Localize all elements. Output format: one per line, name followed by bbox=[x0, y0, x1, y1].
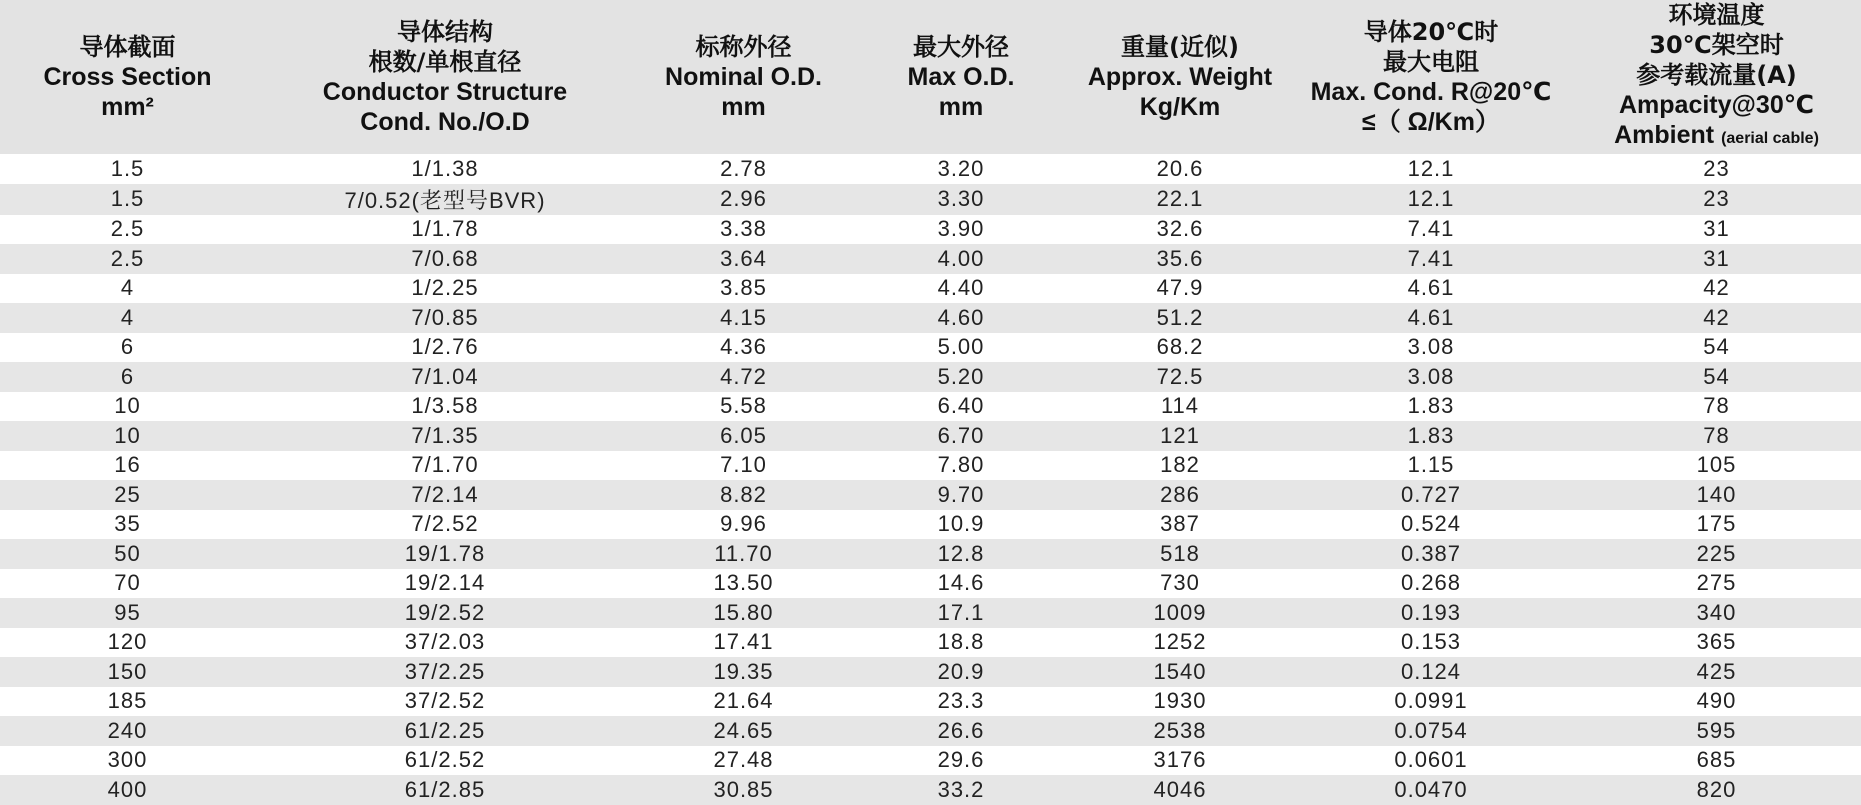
cell-conductor-structure: 7/2.52 bbox=[255, 510, 635, 540]
cell-nominal-od: 27.48 bbox=[635, 746, 852, 776]
cell-approx-weight: 387 bbox=[1070, 510, 1290, 540]
header-line: 导体20℃时 bbox=[1363, 18, 1499, 46]
cell-nominal-od: 30.85 bbox=[635, 775, 852, 805]
cell-nominal-od: 8.82 bbox=[635, 480, 852, 510]
cell-conductor-structure: 1/2.76 bbox=[255, 333, 635, 363]
cell-ampacity: 175 bbox=[1572, 510, 1861, 540]
header-line: 30℃架空时 bbox=[1649, 31, 1784, 59]
cell-nominal-od: 3.64 bbox=[635, 244, 852, 274]
cell-approx-weight: 121 bbox=[1070, 421, 1290, 451]
cell-max-od: 26.6 bbox=[852, 716, 1070, 746]
cell-conductor-structure: 1/2.25 bbox=[255, 274, 635, 304]
header-line: 重量(近似) bbox=[1121, 33, 1239, 61]
table-row bbox=[0, 154, 1861, 184]
table-row bbox=[0, 775, 1861, 805]
cell-ampacity: 42 bbox=[1572, 303, 1861, 333]
cell-max-od: 9.70 bbox=[852, 480, 1070, 510]
cell-conductor-structure: 61/2.52 bbox=[255, 746, 635, 776]
cell-max-resistance: 4.61 bbox=[1290, 303, 1572, 333]
cell-max-od: 6.70 bbox=[852, 421, 1070, 451]
cell-max-resistance: 0.0601 bbox=[1290, 746, 1572, 776]
cell-max-resistance: 12.1 bbox=[1290, 154, 1572, 184]
header-line: mm bbox=[938, 93, 984, 121]
header-line: Kg/Km bbox=[1139, 93, 1221, 121]
cell-nominal-od: 7.10 bbox=[635, 451, 852, 481]
cell-nominal-od: 17.41 bbox=[635, 628, 852, 658]
table-row bbox=[0, 687, 1861, 717]
cell-ampacity: 340 bbox=[1572, 598, 1861, 628]
cell-cross-section: 120 bbox=[0, 628, 255, 658]
header-max-od bbox=[852, 0, 1070, 154]
cell-max-od: 17.1 bbox=[852, 598, 1070, 628]
cell-cross-section: 150 bbox=[0, 657, 255, 687]
cell-nominal-od: 2.96 bbox=[635, 184, 852, 215]
cell-max-resistance: 0.193 bbox=[1290, 598, 1572, 628]
cell-max-od: 20.9 bbox=[852, 657, 1070, 687]
header-conductor-structure bbox=[255, 0, 635, 154]
cell-max-od: 5.20 bbox=[852, 362, 1070, 392]
cell-conductor-structure: 37/2.03 bbox=[255, 628, 635, 658]
cell-ampacity: 78 bbox=[1572, 392, 1861, 422]
cell-max-resistance: 0.124 bbox=[1290, 657, 1572, 687]
cell-max-resistance: 0.0991 bbox=[1290, 687, 1572, 717]
header-line: Nominal O.D. bbox=[665, 63, 822, 91]
cell-max-od: 7.80 bbox=[852, 451, 1070, 481]
cell-conductor-structure: 7/0.52(老型号BVR) bbox=[255, 184, 635, 215]
cell-max-od: 5.00 bbox=[852, 333, 1070, 363]
cell-nominal-od: 15.80 bbox=[635, 598, 852, 628]
cell-ampacity: 365 bbox=[1572, 628, 1861, 658]
header-line: 最大电阻 bbox=[1383, 48, 1479, 76]
cell-ampacity: 54 bbox=[1572, 362, 1861, 392]
cell-cross-section: 240 bbox=[0, 716, 255, 746]
cell-max-od: 4.40 bbox=[852, 274, 1070, 304]
cell-ampacity: 105 bbox=[1572, 451, 1861, 481]
cell-max-resistance: 3.08 bbox=[1290, 333, 1572, 363]
cell-ampacity: 23 bbox=[1572, 184, 1861, 215]
header-line: Conductor Structure bbox=[322, 78, 568, 106]
cell-max-resistance: 0.387 bbox=[1290, 539, 1572, 569]
cell-approx-weight: 1252 bbox=[1070, 628, 1290, 658]
header-line: 导体截面 bbox=[79, 33, 176, 61]
cell-ampacity: 140 bbox=[1572, 480, 1861, 510]
cell-max-od: 12.8 bbox=[852, 539, 1070, 569]
header-line: 标称外径 bbox=[695, 33, 792, 61]
cell-conductor-structure: 37/2.25 bbox=[255, 657, 635, 687]
cell-max-od: 4.00 bbox=[852, 244, 1070, 274]
header-line: mm² bbox=[101, 93, 154, 121]
cell-cross-section: 4 bbox=[0, 274, 255, 304]
cell-cross-section: 400 bbox=[0, 775, 255, 805]
cell-conductor-structure: 19/1.78 bbox=[255, 539, 635, 569]
cell-conductor-structure: 37/2.52 bbox=[255, 687, 635, 717]
cell-approx-weight: 51.2 bbox=[1070, 303, 1290, 333]
cell-cross-section: 70 bbox=[0, 569, 255, 599]
cell-ampacity: 595 bbox=[1572, 716, 1861, 746]
cell-ampacity: 31 bbox=[1572, 244, 1861, 274]
cell-nominal-od: 4.36 bbox=[635, 333, 852, 363]
cell-ampacity: 490 bbox=[1572, 687, 1861, 717]
cell-max-resistance: 1.83 bbox=[1290, 392, 1572, 422]
cell-max-resistance: 0.153 bbox=[1290, 628, 1572, 658]
cell-conductor-structure: 7/1.04 bbox=[255, 362, 635, 392]
header-line: Max. Cond. R@20℃ bbox=[1310, 78, 1552, 106]
cell-approx-weight: 3176 bbox=[1070, 746, 1290, 776]
cell-conductor-structure: 19/2.52 bbox=[255, 598, 635, 628]
header-line: 参考载流量(A) bbox=[1636, 61, 1797, 89]
cell-approx-weight: 32.6 bbox=[1070, 215, 1290, 245]
cell-max-resistance: 0.727 bbox=[1290, 480, 1572, 510]
cell-approx-weight: 47.9 bbox=[1070, 274, 1290, 304]
cell-cross-section: 2.5 bbox=[0, 215, 255, 245]
cell-nominal-od: 9.96 bbox=[635, 510, 852, 540]
cell-ampacity: 54 bbox=[1572, 333, 1861, 363]
cell-cross-section: 16 bbox=[0, 451, 255, 481]
cell-max-resistance: 0.268 bbox=[1290, 569, 1572, 599]
cell-nominal-od: 13.50 bbox=[635, 569, 852, 599]
cell-conductor-structure: 1/3.58 bbox=[255, 392, 635, 422]
cell-nominal-od: 6.05 bbox=[635, 421, 852, 451]
cell-max-od: 3.90 bbox=[852, 215, 1070, 245]
header-aerial-note: (aerial cable) bbox=[1721, 130, 1819, 147]
cell-conductor-structure: 1/1.78 bbox=[255, 215, 635, 245]
table-header bbox=[0, 0, 1861, 154]
cell-ampacity: 23 bbox=[1572, 154, 1861, 184]
cell-approx-weight: 4046 bbox=[1070, 775, 1290, 805]
cell-cross-section: 1.5 bbox=[0, 184, 255, 215]
header-row bbox=[0, 0, 1861, 154]
cell-max-od: 14.6 bbox=[852, 569, 1070, 599]
header-ambient-text: Ambient bbox=[1614, 121, 1715, 149]
table-row bbox=[0, 657, 1861, 687]
cell-ampacity: 31 bbox=[1572, 215, 1861, 245]
cell-ampacity: 42 bbox=[1572, 274, 1861, 304]
cell-conductor-structure: 61/2.25 bbox=[255, 716, 635, 746]
table-row bbox=[0, 569, 1861, 599]
cell-approx-weight: 730 bbox=[1070, 569, 1290, 599]
header-line: Approx. Weight bbox=[1087, 63, 1273, 91]
cell-cross-section: 185 bbox=[0, 687, 255, 717]
cell-max-resistance: 7.41 bbox=[1290, 215, 1572, 245]
cell-ampacity: 225 bbox=[1572, 539, 1861, 569]
cell-approx-weight: 35.6 bbox=[1070, 244, 1290, 274]
header-approx-weight bbox=[1070, 0, 1290, 154]
table-body bbox=[0, 154, 1861, 805]
cell-conductor-structure: 61/2.85 bbox=[255, 775, 635, 805]
cell-cross-section: 2.5 bbox=[0, 244, 255, 274]
table-row bbox=[0, 421, 1861, 451]
cell-cross-section: 95 bbox=[0, 598, 255, 628]
cell-approx-weight: 20.6 bbox=[1070, 154, 1290, 184]
cell-max-resistance: 1.83 bbox=[1290, 421, 1572, 451]
table-row bbox=[0, 628, 1861, 658]
header-line: Max O.D. bbox=[907, 63, 1015, 91]
table-row bbox=[0, 716, 1861, 746]
cell-approx-weight: 182 bbox=[1070, 451, 1290, 481]
cell-max-resistance: 0.0470 bbox=[1290, 775, 1572, 805]
header-line: Ampacity@30℃ bbox=[1619, 91, 1814, 119]
table-row bbox=[0, 362, 1861, 392]
header-line: Cond. No./O.D bbox=[360, 108, 530, 136]
cell-cross-section: 10 bbox=[0, 421, 255, 451]
cell-nominal-od: 21.64 bbox=[635, 687, 852, 717]
cell-max-od: 3.30 bbox=[852, 184, 1070, 215]
cell-conductor-structure: 7/2.14 bbox=[255, 480, 635, 510]
cell-conductor-structure: 7/1.35 bbox=[255, 421, 635, 451]
cell-nominal-od: 5.58 bbox=[635, 392, 852, 422]
cell-approx-weight: 1540 bbox=[1070, 657, 1290, 687]
cell-max-resistance: 12.1 bbox=[1290, 184, 1572, 215]
cell-conductor-structure: 7/1.70 bbox=[255, 451, 635, 481]
cell-max-resistance: 1.15 bbox=[1290, 451, 1572, 481]
table-row bbox=[0, 274, 1861, 304]
header-line: ≤（ Ω/Km） bbox=[1362, 108, 1500, 136]
table-row bbox=[0, 184, 1861, 215]
cell-approx-weight: 286 bbox=[1070, 480, 1290, 510]
cell-conductor-structure: 7/0.85 bbox=[255, 303, 635, 333]
cell-approx-weight: 22.1 bbox=[1070, 184, 1290, 215]
table-row bbox=[0, 539, 1861, 569]
cell-nominal-od: 11.70 bbox=[635, 539, 852, 569]
table-row bbox=[0, 392, 1861, 422]
table-row bbox=[0, 598, 1861, 628]
cell-cross-section: 25 bbox=[0, 480, 255, 510]
cell-max-od: 4.60 bbox=[852, 303, 1070, 333]
table-row bbox=[0, 510, 1861, 540]
cell-max-resistance: 7.41 bbox=[1290, 244, 1572, 274]
header-max-resistance bbox=[1290, 0, 1572, 154]
cell-approx-weight: 518 bbox=[1070, 539, 1290, 569]
cell-max-od: 10.9 bbox=[852, 510, 1070, 540]
header-line: 导体结构 bbox=[397, 18, 493, 46]
cell-nominal-od: 4.72 bbox=[635, 362, 852, 392]
cell-max-od: 29.6 bbox=[852, 746, 1070, 776]
table-row bbox=[0, 244, 1861, 274]
table-row bbox=[0, 303, 1861, 333]
cell-nominal-od: 4.15 bbox=[635, 303, 852, 333]
cell-max-resistance: 0.524 bbox=[1290, 510, 1572, 540]
cell-ampacity: 425 bbox=[1572, 657, 1861, 687]
cell-cross-section: 1.5 bbox=[0, 154, 255, 184]
table-row bbox=[0, 451, 1861, 481]
header-line: Cross Section bbox=[43, 63, 212, 91]
table-row bbox=[0, 480, 1861, 510]
cell-ampacity: 78 bbox=[1572, 421, 1861, 451]
table-row bbox=[0, 746, 1861, 776]
cell-conductor-structure: 19/2.14 bbox=[255, 569, 635, 599]
table-row bbox=[0, 215, 1861, 245]
cell-approx-weight: 2538 bbox=[1070, 716, 1290, 746]
cell-approx-weight: 68.2 bbox=[1070, 333, 1290, 363]
cell-max-od: 23.3 bbox=[852, 687, 1070, 717]
cell-nominal-od: 24.65 bbox=[635, 716, 852, 746]
cell-approx-weight: 114 bbox=[1070, 392, 1290, 422]
cell-max-od: 33.2 bbox=[852, 775, 1070, 805]
cell-cross-section: 35 bbox=[0, 510, 255, 540]
cell-conductor-structure: 1/1.38 bbox=[255, 154, 635, 184]
header-line: 最大外径 bbox=[913, 33, 1009, 61]
cell-cross-section: 6 bbox=[0, 333, 255, 363]
cell-approx-weight: 72.5 bbox=[1070, 362, 1290, 392]
cell-nominal-od: 2.78 bbox=[635, 154, 852, 184]
cell-nominal-od: 3.85 bbox=[635, 274, 852, 304]
cell-cross-section: 50 bbox=[0, 539, 255, 569]
header-cross-section bbox=[0, 0, 255, 154]
cell-nominal-od: 19.35 bbox=[635, 657, 852, 687]
cell-cross-section: 4 bbox=[0, 303, 255, 333]
header-ampacity bbox=[1572, 0, 1861, 154]
cell-cross-section: 6 bbox=[0, 362, 255, 392]
cell-ampacity: 275 bbox=[1572, 569, 1861, 599]
cell-conductor-structure: 7/0.68 bbox=[255, 244, 635, 274]
header-line: 根数/单根直径 bbox=[368, 48, 522, 76]
header-line-ambient bbox=[1614, 120, 1819, 154]
cell-max-resistance: 3.08 bbox=[1290, 362, 1572, 392]
cell-nominal-od: 3.38 bbox=[635, 215, 852, 245]
cell-max-resistance: 4.61 bbox=[1290, 274, 1572, 304]
cell-max-od: 18.8 bbox=[852, 628, 1070, 658]
cell-approx-weight: 1930 bbox=[1070, 687, 1290, 717]
cell-ampacity: 820 bbox=[1572, 775, 1861, 805]
header-line: mm bbox=[721, 93, 766, 121]
cell-max-od: 3.20 bbox=[852, 154, 1070, 184]
cell-max-od: 6.40 bbox=[852, 392, 1070, 422]
cell-ampacity: 685 bbox=[1572, 746, 1861, 776]
cell-cross-section: 10 bbox=[0, 392, 255, 422]
table-row bbox=[0, 333, 1861, 363]
header-nominal-od bbox=[635, 0, 852, 154]
cell-max-resistance: 0.0754 bbox=[1290, 716, 1572, 746]
cell-cross-section: 300 bbox=[0, 746, 255, 776]
header-line: 环境温度 bbox=[1668, 1, 1765, 29]
cell-approx-weight: 1009 bbox=[1070, 598, 1290, 628]
